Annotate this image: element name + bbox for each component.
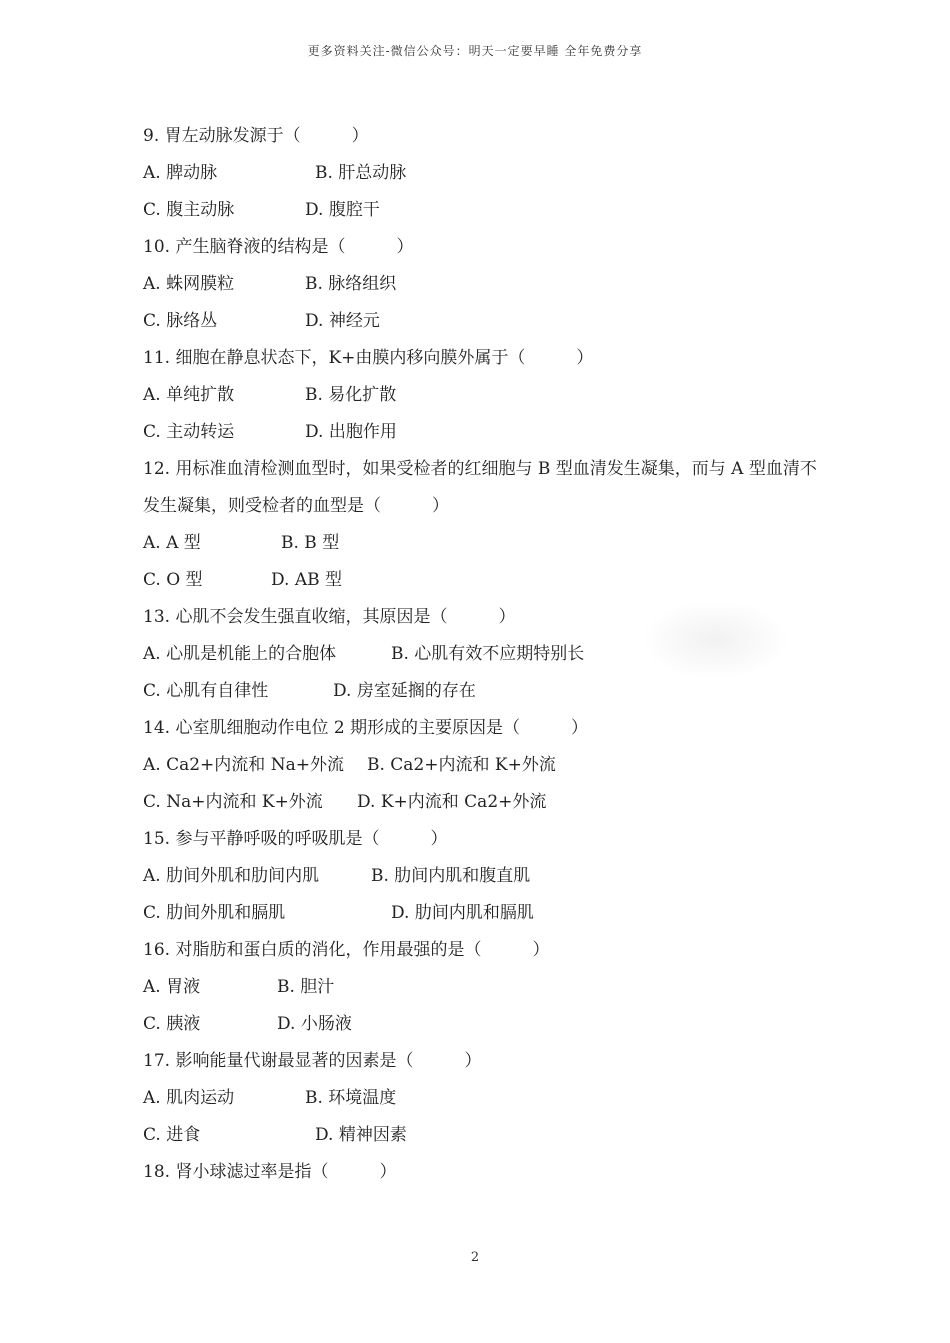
- option-row: [143, 303, 823, 340]
- option-row: [143, 562, 823, 599]
- question-list: [143, 118, 823, 1191]
- option-b: B. 环境温度: [305, 1088, 397, 1108]
- option-a: A. 心肌是机能上的合胞体: [143, 644, 337, 664]
- option-a: A. 蛛网膜粒: [143, 274, 235, 294]
- option-row: [143, 1117, 823, 1154]
- option-a: A. A 型: [143, 533, 201, 553]
- option-d: D. 小肠液: [277, 1014, 352, 1034]
- question-stem: 14. 心室肌细胞动作电位 2 期形成的主要原因是（ ）: [143, 718, 589, 738]
- option-row: [143, 969, 823, 1006]
- option-row: [143, 747, 823, 784]
- option-row: [143, 784, 823, 821]
- option-b: B. 肋间内肌和腹直肌: [371, 866, 531, 886]
- option-a: A. Ca2+内流和 Na+外流: [143, 755, 344, 775]
- option-row: [143, 636, 823, 673]
- option-c: C. 腹主动脉: [143, 200, 235, 220]
- option-row: [143, 1006, 823, 1043]
- question-stem: 10. 产生脑脊液的结构是（ ）: [143, 237, 414, 257]
- option-row: [143, 414, 823, 451]
- option-a: A. 单纯扩散: [143, 385, 235, 405]
- option-b: B. B 型: [281, 533, 340, 553]
- question-stem: 18. 肾小球滤过率是指（ ）: [143, 1162, 397, 1182]
- option-d: D. 腹腔干: [305, 200, 380, 220]
- option-c: C. 进食: [143, 1125, 201, 1145]
- option-c: C. 胰液: [143, 1014, 201, 1034]
- question-stem: 9. 胃左动脉发源于（ ）: [143, 126, 369, 146]
- question-stem: 12. 用标准血清检测血型时，如果受检者的红细胞与 B 型血清发生凝集，而与 A 型血清不发生凝集，则受检者的血型是（ ）: [143, 459, 817, 516]
- page-number: 2: [470, 1250, 480, 1265]
- option-b: B. 心肌有效不应期特别长: [391, 644, 585, 664]
- option-c: C. 肋间外肌和膈肌: [143, 903, 286, 923]
- option-c: C. Na+内流和 K+外流: [143, 792, 323, 812]
- option-row: [143, 525, 823, 562]
- question-stem: 17. 影响能量代谢最显著的因素是（ ）: [143, 1051, 482, 1071]
- option-b: B. 易化扩散: [305, 385, 397, 405]
- option-row: [143, 192, 823, 229]
- option-c: C. 主动转运: [143, 422, 235, 442]
- option-row: [143, 377, 823, 414]
- option-b: B. 胆汁: [277, 977, 335, 997]
- option-d: D. 神经元: [305, 311, 380, 331]
- option-d: D. AB 型: [271, 570, 343, 590]
- option-b: B. 脉络组织: [305, 274, 397, 294]
- question-stem: 16. 对脂肪和蛋白质的消化，作用最强的是（ ）: [143, 940, 550, 960]
- option-b: B. Ca2+内流和 K+外流: [367, 755, 556, 775]
- option-a: A. 胃液: [143, 977, 201, 997]
- question-stem: 11. 细胞在静息状态下，K+由膜内移向膜外属于（ ）: [143, 348, 594, 368]
- option-d: D. 出胞作用: [305, 422, 397, 442]
- option-row: [143, 895, 823, 932]
- option-a: A. 脾动脉: [143, 163, 218, 183]
- option-row: [143, 858, 823, 895]
- option-c: C. 心肌有自律性: [143, 681, 269, 701]
- option-a: A. 肋间外肌和肋间内肌: [143, 866, 320, 886]
- option-d: D. 精神因素: [315, 1125, 407, 1145]
- option-d: D. 肋间内肌和膈肌: [391, 903, 534, 923]
- option-c: C. O 型: [143, 570, 203, 590]
- option-row: [143, 1080, 823, 1117]
- option-row: [143, 673, 823, 710]
- page-header: 更多资料关注-微信公众号：明天一定要早睡 全年免费分享: [307, 44, 643, 58]
- option-row: [143, 155, 823, 192]
- option-d: D. 房室延搁的存在: [333, 681, 476, 701]
- option-d: D. K+内流和 Ca2+外流: [357, 792, 547, 812]
- question-stem: 13. 心肌不会发生强直收缩，其原因是（ ）: [143, 607, 516, 627]
- option-a: A. 肌肉运动: [143, 1088, 235, 1108]
- option-b: B. 肝总动脉: [315, 163, 407, 183]
- option-c: C. 脉络丛: [143, 311, 218, 331]
- question-stem: 15. 参与平静呼吸的呼吸肌是（ ）: [143, 829, 448, 849]
- option-row: [143, 266, 823, 303]
